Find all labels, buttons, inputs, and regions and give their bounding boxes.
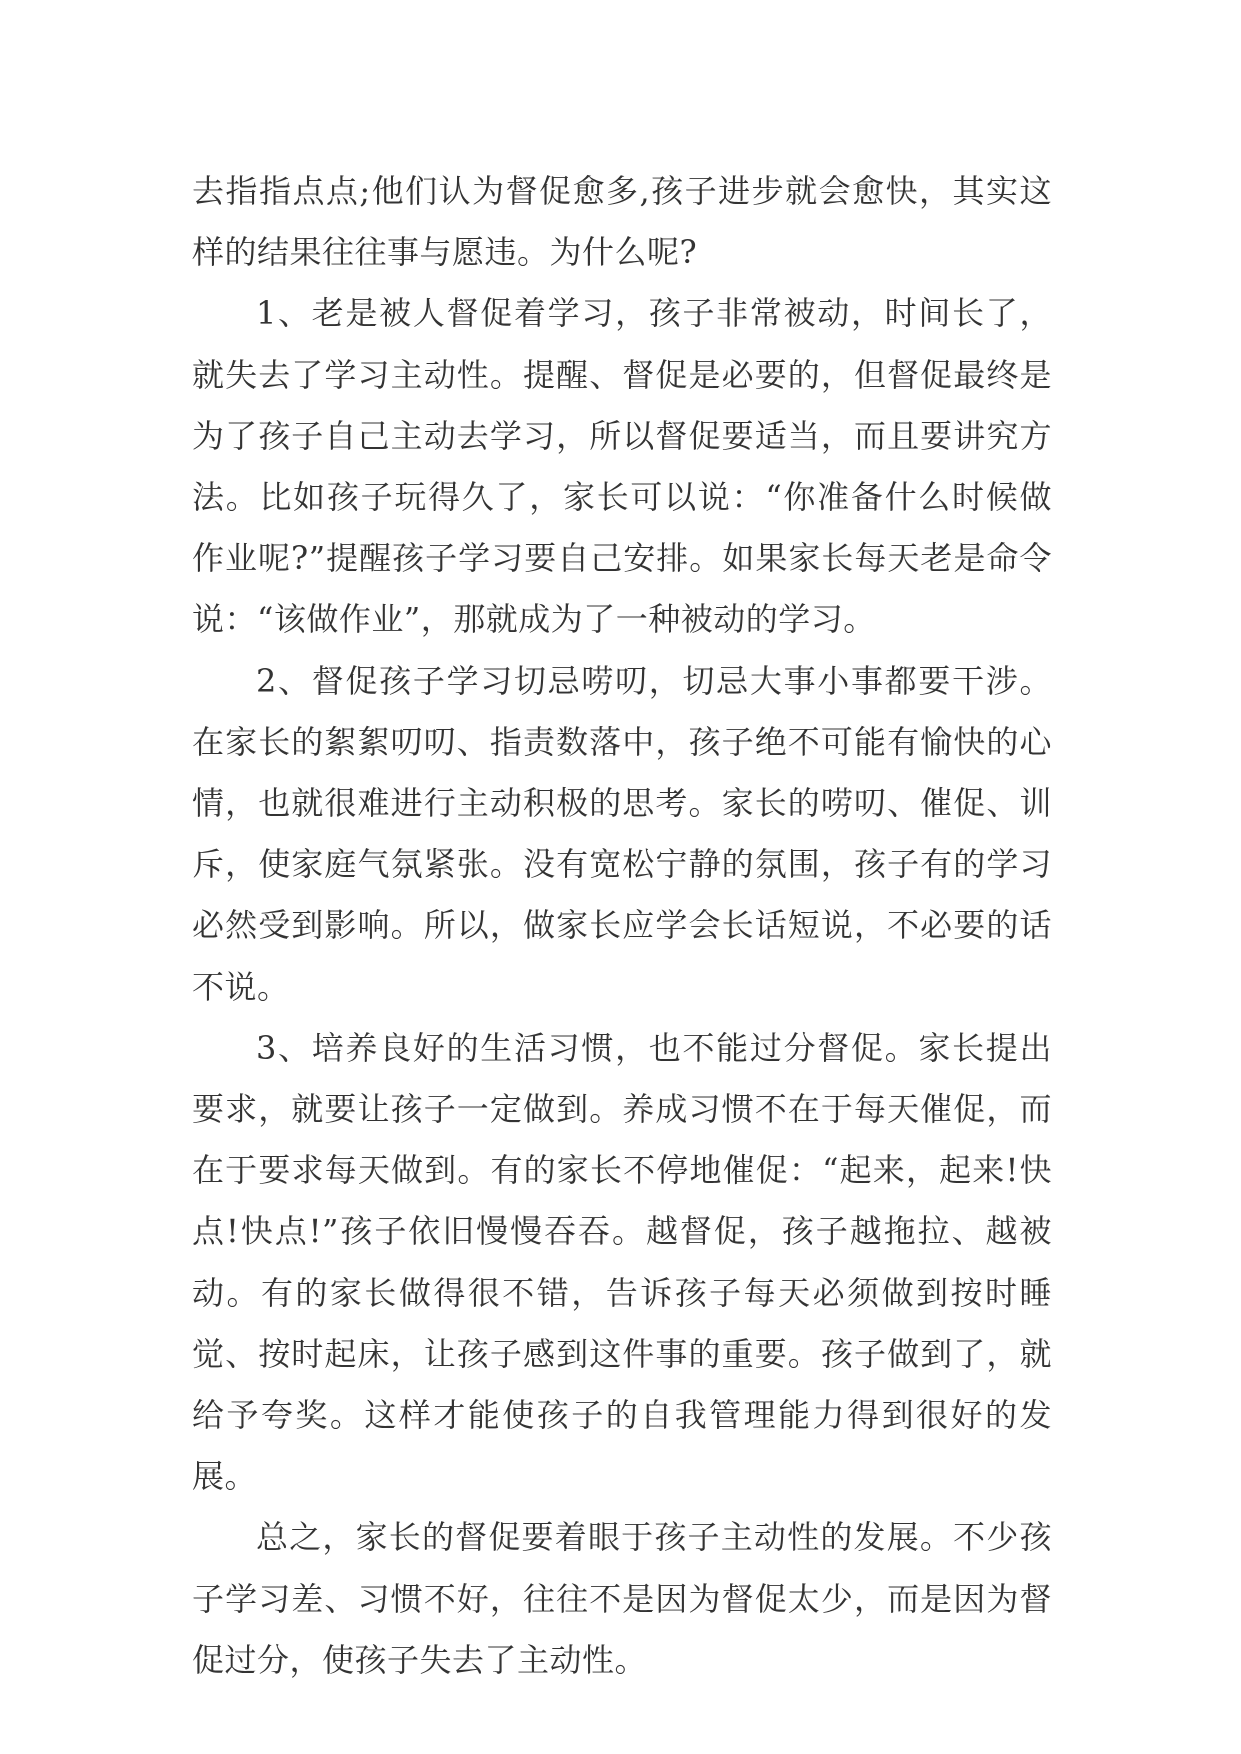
- paragraph-point-1: 1、老是被人督促着学习，孩子非常被动，时间长了，就失去了学习主动性。提醒、督促是必要的，但督促最终是为了孩子自己主动去学习，所以督促要适当，而且要讲究方法。比如孩子玩得久了，家长可以说：“你准备什么时候做作业呢?”提醒孩子学习要自己安排。如果家长每天老是命令说：“该做作业”，那就成为了一种被动的学习。: [192, 294, 1052, 639]
- paragraph-continuation: 去指指点点;他们认为督促愈多,孩子进步就会愈快，其实这样的结果往往事与愿违。为什么呢?: [192, 172, 1052, 272]
- body-text: [192, 161, 1052, 1691]
- paragraph-point-2: 2、督促孩子学习切忌唠叨，切忌大事小事都要干涉。在家长的絮絮叨叨、指责数落中，孩子绝不可能有愉快的心情，也就很难进行主动积极的思考。家长的唠叨、催促、训斥，使家庭气氛紧张。没有宽松宁静的氛围，孩子有的学习必然受到影响。所以，做家长应学会长话短说，不必要的话不说。: [192, 661, 1052, 1006]
- paragraph-point-3: 3、培养良好的生活习惯，也不能过分督促。家长提出要求，就要让孩子一定做到。养成习惯不在于每天催促，而在于要求每天做到。有的家长不停地催促：“起来，起来!快点!快点!”孩子依旧慢慢吞吞。越督促，孩子越拖拉、越被动。有的家长做得很不错，告诉孩子每天必须做到按时睡觉、按时起床，让孩子感到这件事的重要。孩子做到了，就给予夸奖。这样才能使孩子的自我管理能力得到很好的发展。: [192, 1028, 1052, 1496]
- paragraph-conclusion: 总之，家长的督促要着眼于孩子主动性的发展。不少孩子学习差、习惯不好，往往不是因为督促太少，而是因为督促过分，使孩子失去了主动性。: [192, 1518, 1052, 1679]
